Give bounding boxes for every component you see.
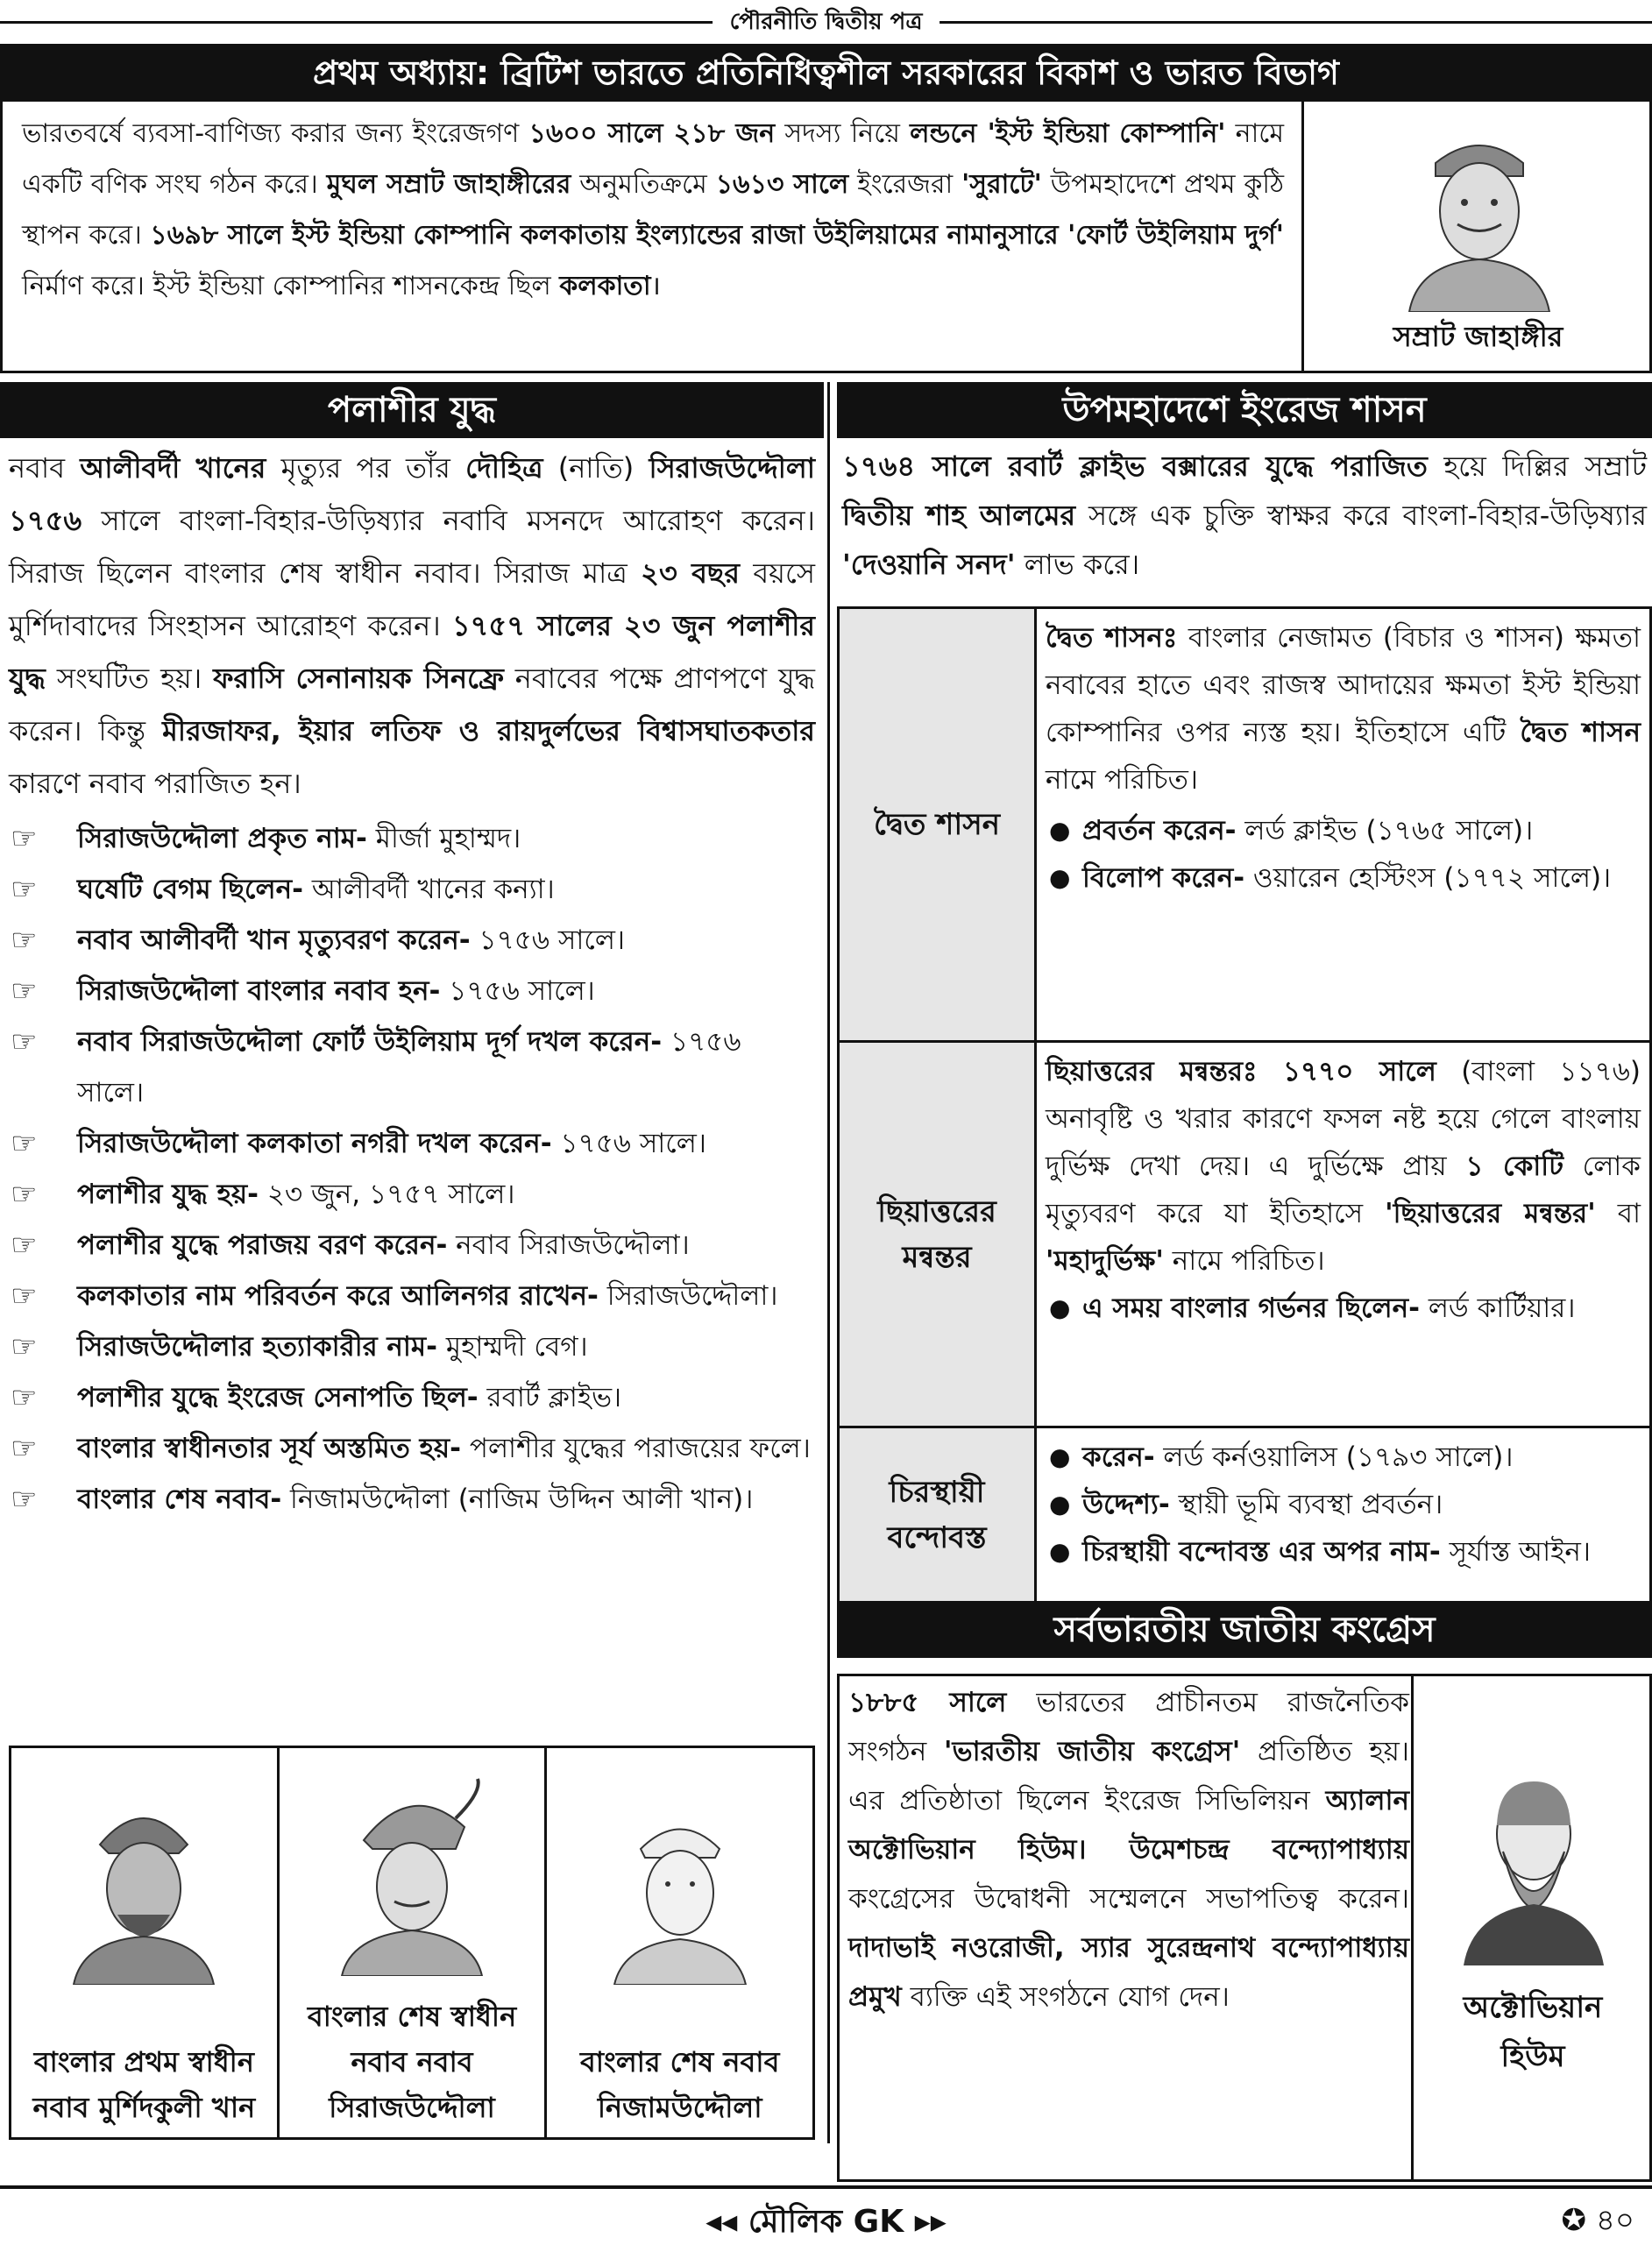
portrait-illustration — [324, 1774, 500, 1976]
pointing-hand-icon: ☞ — [11, 1380, 38, 1415]
fact-item: ☞ সিরাজউদ্দৌলা প্রকৃত নাম- মীর্জা মুহাম্মদ। — [7, 813, 815, 864]
hume-portrait — [1411, 1676, 1652, 2179]
portrait-caption: সম্রাট জাহাঙ্গীর — [1393, 320, 1563, 353]
settlement-bullets — [1046, 1434, 1641, 1576]
column-divider — [827, 382, 830, 2143]
pointing-hand-icon: ☞ — [11, 872, 38, 907]
portrait-illustration — [56, 1783, 231, 1985]
british-rule-column — [837, 382, 1652, 2143]
list-item: ● বিলোপ করেন- ওয়ারেন হেস্টিংস (১৭৭২ সালে)। — [1046, 854, 1641, 902]
footer-brand: ◂◂ মৌলিক GK ▸▸ — [705, 2204, 947, 2240]
list-item: ● করেন- লর্ড কর্নওয়ালিস (১৭৯৩ সালে)। — [1046, 1434, 1641, 1481]
nawab-portraits — [9, 1746, 815, 2140]
footer-rule — [0, 2185, 1652, 2189]
intro-box — [0, 102, 1652, 373]
pointing-hand-icon: ☞ — [11, 1177, 38, 1212]
portrait-caption: অক্টোভিয়ান হিউম — [1463, 1990, 1603, 2074]
pointing-hand-icon: ☞ — [11, 821, 38, 856]
portrait-illustration — [592, 1783, 768, 1985]
fact-item: ☞ সিরাজউদ্দৌলা বাংলার নবাব হন- ১৭৫৬ সালে। — [7, 966, 815, 1016]
list-item: ● উদ্দেশ্য- স্থায়ী ভূমি ব্যবস্থা প্রবর্তন। — [1046, 1481, 1641, 1528]
pointing-hand-icon: ☞ — [11, 1024, 38, 1059]
congress-title: সর্বভারতীয় জাতীয় কংগ্রেস — [837, 1602, 1652, 1658]
intro-paragraph: ভারতবর্ষে ব্যবসা-বাণিজ্য করার জন্য ইংরেজগণ ১৬০০ সালে ২১৮ জন সদস্য নিয়ে লন্ডনে 'ইস্ট ইন্ডিয়া কোম্পানি' নামে একটি বণিক সংঘ গঠন করে। মুঘল সম্রাট জাহাঙ্গীরের অনুমতিক্রমে ১৬১৩ সালে ইংরেজরা 'সুরাটে' উপমহাদেশে প্রথম কুঠি স্থাপন করে। ১৬৯৮ সালে ইস্ট ইন্ডিয়া কোম্পানি কলকাতায় ইংল্যান্ডের রাজা উইলিয়ামের নামানুসারে 'ফোর্ট উইলিয়াম দুর্গ' নির্মাণ করে। ইস্ট ইন্ডিয়া কোম্পানির শাসনকেন্দ্র ছিল কলকাতা। — [22, 118, 1285, 301]
term-dual-rule: দ্বৈত শাসন — [839, 608, 1036, 1042]
table-row — [839, 608, 1651, 1042]
table-row — [839, 1427, 1651, 1603]
plassey-title: পলাশীর যুদ্ধ — [0, 382, 824, 438]
jahangir-portrait — [1301, 102, 1652, 371]
list-item: ● প্রবর্তন করেন- লর্ড ক্লাইভ (১৭৬৫ সালে)। — [1046, 807, 1641, 854]
fact-item: ☞ ঘষেটি বেগম ছিলেন- আলীবর্দী খানের কন্যা। — [7, 864, 815, 915]
pointing-hand-icon: ☞ — [11, 974, 38, 1009]
fact-item: ☞ কলকাতার নাম পরিবর্তন করে আলিনগর রাখেন- সিরাজউদ্দৌলা। — [7, 1271, 815, 1321]
pointing-hand-icon: ☞ — [11, 1329, 38, 1364]
congress-box — [837, 1674, 1652, 2182]
dual-rule-bullets — [1046, 807, 1641, 902]
congress-section — [837, 1602, 1652, 2182]
term-permanent-settlement: চিরস্থায়ী বন্দোবস্ত — [839, 1427, 1036, 1603]
list-item: ● চিরস্থায়ী বন্দোবস্ত এর অপর নাম- সূর্যাস্ত আইন। — [1046, 1528, 1641, 1576]
portrait-nizam-ud-daulah — [547, 1748, 812, 2137]
pointing-hand-icon: ☞ — [11, 1278, 38, 1314]
portrait-murshid-quli-khan — [11, 1748, 280, 2137]
pointing-hand-icon: ☞ — [11, 923, 38, 958]
term-famine: ছিয়াত্তরের মন্বন্তর — [839, 1042, 1036, 1427]
british-rule-title: উপমহাদেশে ইংরেজ শাসন — [837, 382, 1652, 438]
running-header — [0, 0, 1652, 40]
fact-item: ☞ সিরাজউদ্দৌলার হত্যাকারীর নাম- মুহাম্মদী বেগ। — [7, 1321, 815, 1372]
fact-item: ☞ বাংলার শেষ নবাব- নিজামউদ্দৌলা (নাজিম উদ্দিন আলী খান)। — [7, 1474, 815, 1525]
chapter-title: প্রথম অধ্যায়: ব্রিটিশ ভারতে প্রতিনিধিত্বশীল সরকারের বিকাশ ও ভারত বিভাগ — [0, 44, 1652, 102]
fact-item: ☞ পলাশীর যুদ্ধে ইংরেজ সেনাপতি ছিল- রবার্ট ক্লাইভ। — [7, 1372, 815, 1423]
portrait-illustration — [1383, 110, 1576, 312]
portrait-caption: বাংলার শেষ নবাব নিজামউদ্দৌলা — [579, 2045, 780, 2124]
governance-table — [837, 606, 1652, 1604]
portrait-illustration — [1446, 1755, 1621, 1965]
plassey-paragraph: নবাব আলীবর্দী খানের মৃত্যুর পর তাঁর দৌহিত্র (নাতি) সিরাজউদ্দৌলা ১৭৫৬ সালে বাংলা-বিহার-উড়িষ্যার নবাবি মসনদে আরোহণ করেন। সিরাজ ছিলেন বাংলার শেষ স্বাধীন নবাব। সিরাজ মাত্র ২৩ বছর বয়সে মুর্শিদাবাদের সিংহাসন আরোহণ করেন। ১৭৫৭ সালের ২৩ জুন পলাশীর যুদ্ধ সংঘটিত হয়। ফরাসি সেনানায়ক সিনফ্রে নবাবের পক্ষে প্রাণপণে যুদ্ধ করেন। কিন্তু মীরজাফর, ইয়ার লতিফ ও রায়দুর্লভের বিশ্বাসঘাতকতার কারণে নবাব পরাজিত হন। — [9, 451, 815, 800]
pointing-hand-icon: ☞ — [11, 1228, 38, 1263]
desc-permanent-settlement — [1036, 1427, 1651, 1603]
fact-item: ☞ পলাশীর যুদ্ধে পরাজয় বরণ করেন- নবাব সিরাজউদ্দৌলা। — [7, 1220, 815, 1271]
table-row — [839, 1042, 1651, 1427]
list-item: ● এ সময় বাংলার গর্ভনর ছিলেন- লর্ড কার্টিয়ার। — [1046, 1285, 1641, 1332]
famine-bullets — [1046, 1285, 1641, 1332]
fact-item: ☞ নবাব আলীবর্দী খান মৃত্যুবরণ করেন- ১৭৫৬ সালে। — [7, 915, 815, 966]
subject-title: পৌরনীতি দ্বিতীয় পত্র — [713, 4, 940, 42]
pointing-hand-icon: ☞ — [11, 1431, 38, 1466]
desc-famine: ছিয়াত্তরের মন্বন্তরঃ ১৭৭০ সালে (বাংলা ১১৭৬) অনাবৃষ্টি ও খরার কারণে ফসল নষ্ট হয়ে গেলে বাংলায় দুর্ভিক্ষ দেখা দেয়। এ দুর্ভিক্ষে প্রায় ১ কোটি লোক মৃত্যুবরণ করে যা ইতিহাসে 'ছিয়াত্তরের মন্বন্তর' বা 'মহাদুর্ভিক্ষ' নামে পরিচিত। ● এ সময় বাংলার গর্ভনর ছিলেন- লর্ড কার্টিয়ার। — [1036, 1042, 1651, 1427]
page-footer — [0, 2185, 1652, 2245]
pointing-hand-icon: ☞ — [11, 1126, 38, 1161]
fact-item: ☞ বাংলার স্বাধীনতার সূর্য অস্তমিত হয়- পলাশীর যুদ্ধের পরাজয়ের ফলে। — [7, 1423, 815, 1474]
portrait-caption: বাংলার শেষ স্বাধীন নবাব নবাব সিরাজউদ্দৌলা — [307, 2000, 517, 2124]
fact-item: ☞ পলাশীর যুদ্ধ হয়- ২৩ জুন, ১৭৫৭ সালে। — [7, 1169, 815, 1220]
british-rule-intro: ১৭৬৪ সালে রবার্ট ক্লাইভ বক্সারের যুদ্ধে পরাজিত হয়ে দিল্লির সম্রাট দ্বিতীয় শাহ আলমের সঙ্গে এক চুক্তি স্বাক্ষর করে বাংলা-বিহার-উড়িষ্যার 'দেওয়ানি সনদ' লাভ করে। — [842, 450, 1648, 581]
page-number: ✪ ৪০ — [1561, 2203, 1634, 2238]
portrait-caption: বাংলার প্রথম স্বাধীন নবাব মুর্শিদকুলী খান — [32, 2045, 256, 2124]
fact-item: ☞ নবাব সিরাজউদ্দৌলা ফোর্ট উইলিয়াম দূর্গ দখল করেন- ১৭৫৬ সালে। — [7, 1016, 815, 1118]
pointing-hand-icon: ☞ — [11, 1482, 38, 1517]
congress-paragraph: ১৮৮৫ সালে ভারতের প্রাচীনতম রাজনৈতিক সংগঠন 'ভারতীয় জাতীয় কংগ্রেস' প্রতিষ্ঠিত হয়। এর প্রতিষ্ঠাতা ছিলেন ইংরেজ সিভিলিয়ন অ্যালান অক্টোভিয়ান হিউম। উমেশচন্দ্র বন্দ্যোপাধ্যায় কংগ্রেসের উদ্বোধনী সম্মেলনে সভাপতিত্ব করেন। দাদাভাই নওরোজী, স্যার সুরেন্দ্রনাথ বন্দ্যোপাধ্যায় প্রমুখ ব্যক্তি এই সংগঠনে যোগ দেন। — [848, 1687, 1409, 2013]
fact-item: ☞ সিরাজউদ্দৌলা কলকাতা নগরী দখল করেন- ১৭৫৬ সালে। — [7, 1118, 815, 1169]
portrait-siraj-ud-daulah — [280, 1748, 548, 2137]
plassey-column — [0, 382, 824, 2143]
desc-dual-rule: দ্বৈত শাসনঃ বাংলার নেজামত (বিচার ও শাসন) ক্ষমতা নবাবের হাতে এবং রাজস্ব আদায়ের ক্ষমতা ইস্ট ইন্ডিয়া কোম্পানির ওপর ন্যস্ত হয়। ইতিহাসে এটি দ্বৈত শাসন নামে পরিচিত। ● প্রবর্তন করেন- লর্ড ক্লাইভ (১৭৬৫ সালে)। ● বিলোপ করেন- ওয়ারেন হেস্টিংস (১৭৭২ সালে)। — [1036, 608, 1651, 1042]
plassey-facts-list — [0, 810, 824, 1525]
